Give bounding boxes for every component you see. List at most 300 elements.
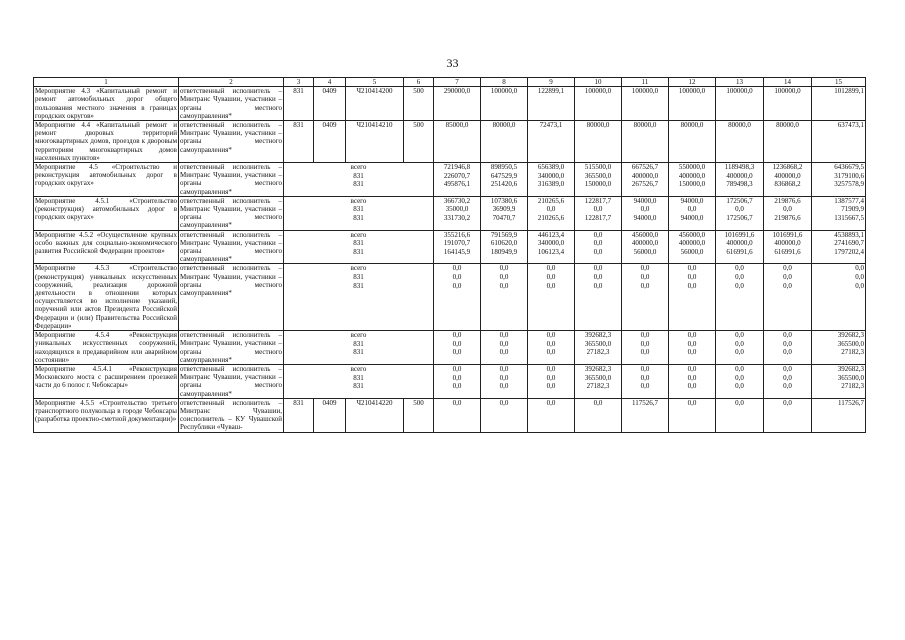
value-column-15 bbox=[812, 364, 866, 398]
total-value: всего bbox=[350, 163, 367, 172]
value-column-7 bbox=[434, 364, 481, 398]
total-value: 0,0 bbox=[452, 364, 462, 373]
line-value: 94000,0 bbox=[633, 214, 657, 223]
value-column-12 bbox=[669, 196, 716, 230]
total-value: 94000,0 bbox=[680, 196, 704, 205]
line-value: 1315667,5 bbox=[834, 214, 864, 223]
value-column-3 bbox=[284, 121, 314, 163]
line-value: 0,0 bbox=[735, 205, 744, 214]
total-value: 791569,9 bbox=[490, 230, 518, 239]
line-value: 0,0 bbox=[546, 205, 556, 214]
total-value: 210265,6 bbox=[537, 196, 565, 205]
value-column-14 bbox=[764, 87, 812, 121]
line-value: 219876,6 bbox=[774, 214, 801, 223]
line-value: 0,0 bbox=[499, 373, 509, 382]
line-value: 0,0 bbox=[735, 273, 744, 282]
value-column-9 bbox=[528, 264, 575, 331]
line-value: 100000,0 bbox=[584, 87, 612, 96]
total-value: 0,0 bbox=[593, 264, 603, 273]
line-value: 0,0 bbox=[546, 281, 556, 290]
value-column-11 bbox=[622, 331, 669, 365]
total-value: 0,0 bbox=[735, 364, 744, 373]
total-value: всего bbox=[350, 196, 367, 205]
executor-cell: ответственный исполнитель – Минтранс Чувашии, соисполнитель – КУ Чувашской Республики «Чуваш- bbox=[180, 398, 282, 432]
value-column-15 bbox=[812, 87, 866, 121]
line-value: 0,0 bbox=[735, 348, 744, 357]
value-column-15 bbox=[812, 331, 866, 365]
line-value: 0,0 bbox=[546, 348, 556, 357]
line-value: 150000,0 bbox=[678, 180, 706, 189]
value-column-10 bbox=[575, 331, 622, 365]
value-column-11 bbox=[622, 121, 669, 163]
value-column-5 bbox=[346, 87, 404, 121]
line-value: 0,0 bbox=[640, 382, 650, 391]
line-value: 1797202,4 bbox=[834, 247, 864, 256]
value-column-12 bbox=[669, 121, 716, 163]
table-body bbox=[34, 78, 866, 433]
value-column-7 bbox=[434, 331, 481, 365]
value-column-10 bbox=[575, 398, 622, 432]
value-column-7 bbox=[434, 196, 481, 230]
activity-name: Мероприятие 4.5 «Строительство и реконструкция автомобильных дорог в городских округах» bbox=[34, 163, 179, 197]
table-row bbox=[34, 364, 866, 398]
value-column-10 bbox=[575, 230, 622, 264]
column-number-7: 7 bbox=[434, 78, 481, 87]
line-value: 831 bbox=[293, 121, 304, 130]
table-row bbox=[34, 163, 866, 197]
line-value: 616991,6 bbox=[774, 247, 801, 256]
value-column-11 bbox=[622, 230, 669, 264]
line-value: 56000,0 bbox=[633, 247, 657, 256]
total-value: всего bbox=[350, 364, 367, 373]
line-value: 226070,7 bbox=[443, 171, 471, 180]
total-value: 366730,2 bbox=[443, 196, 471, 205]
value-column-10 bbox=[575, 264, 622, 331]
value-column-12 bbox=[669, 163, 716, 197]
line-value: 100000,0 bbox=[631, 87, 659, 96]
line-value: 290000,0 bbox=[443, 87, 471, 96]
line-value: 0,0 bbox=[687, 382, 697, 391]
line-value: 100000,0 bbox=[774, 87, 801, 96]
executor-cell: ответственный исполнитель – Минтранс Чувашии, участники – органы местного самоуправления* bbox=[180, 87, 282, 120]
value-column-13 bbox=[716, 331, 764, 365]
total-value: 0,0 bbox=[640, 264, 650, 273]
line-value: 365500,0 bbox=[584, 339, 612, 348]
line-value: 0,0 bbox=[452, 382, 462, 391]
column-number-13: 13 bbox=[716, 78, 764, 87]
total-value: 1236868,2 bbox=[772, 163, 803, 172]
value-column-5 bbox=[346, 398, 404, 432]
total-value: 0,0 bbox=[783, 364, 792, 373]
total-value: 550000,0 bbox=[678, 163, 706, 172]
activity-name: Мероприятие 4.5.4 «Реконструкция уникальных искусственных сооружений, находящихся в предаварийном или аварийном состоянии» bbox=[35, 331, 177, 364]
total-value: 0,0 bbox=[640, 331, 650, 340]
line-value: 789498,3 bbox=[726, 180, 753, 189]
value-column-9 bbox=[528, 87, 575, 121]
value-column-14 bbox=[764, 264, 812, 331]
line-value: 122817,7 bbox=[584, 214, 612, 223]
value-column-8 bbox=[481, 264, 528, 331]
line-value: 831 bbox=[353, 281, 364, 290]
total-value: 721946,8 bbox=[443, 163, 471, 172]
line-value: Ч210414210 bbox=[356, 121, 393, 130]
line-value: 251420,6 bbox=[490, 180, 518, 189]
total-value: 0,0 bbox=[735, 264, 744, 273]
value-column-9 bbox=[528, 230, 575, 264]
value-column-8 bbox=[481, 87, 528, 121]
value-column-8 bbox=[481, 364, 528, 398]
executor-cell: ответственный исполнитель – Минтранс Чувашии, участники – органы местного самоуправления* bbox=[180, 196, 282, 230]
line-value: 80000,0 bbox=[776, 121, 799, 130]
line-value: 831 bbox=[353, 214, 364, 223]
line-value: 191070,7 bbox=[443, 239, 471, 248]
total-value: 1016991,6 bbox=[724, 230, 755, 239]
line-value: 0,0 bbox=[735, 339, 744, 348]
line-value: 80000,0 bbox=[633, 121, 657, 130]
line-value: 831 bbox=[293, 87, 304, 96]
activity-name: Мероприятие 4.5.3 «Строительство (реконструкция) уникальных искусственных сооружений, реализация дорожной деятельности в отношении которых осуществляется во исполнение указаний, поручений или актов Президента Российской Федерации и (или) Правительства Российской Федерации» bbox=[35, 264, 177, 330]
value-column-12 bbox=[669, 331, 716, 365]
column-number-15: 15 bbox=[812, 78, 866, 87]
total-value: 0,0 bbox=[783, 331, 792, 340]
line-value: 0,0 bbox=[499, 273, 509, 282]
line-value: 365500,0 bbox=[584, 171, 612, 180]
line-value: 0,0 bbox=[783, 339, 792, 348]
line-value: 0,0 bbox=[499, 398, 509, 407]
value-column-8 bbox=[481, 331, 528, 365]
line-value: 365500,0 bbox=[837, 373, 864, 382]
table-row bbox=[34, 398, 866, 432]
value-column-14 bbox=[764, 196, 812, 230]
line-value: 400000,0 bbox=[678, 171, 706, 180]
line-value: 1012899,1 bbox=[834, 87, 864, 96]
line-value: 117526,7 bbox=[838, 398, 864, 407]
line-value: 831 bbox=[353, 180, 364, 189]
line-value: 831 bbox=[353, 348, 364, 357]
line-value: 85000,0 bbox=[445, 121, 469, 130]
line-value: 80000,0 bbox=[728, 121, 751, 130]
line-value: 27182,3 bbox=[841, 382, 864, 391]
executor-cell: ответственный исполнитель – Минтранс Чувашии, участники – органы местного самоуправления* bbox=[179, 264, 284, 331]
total-value: 6436679,5 bbox=[834, 163, 864, 172]
total-value: 0,0 bbox=[546, 331, 556, 340]
line-value: 637473,1 bbox=[837, 121, 864, 130]
value-column-6 bbox=[404, 87, 434, 121]
line-value: 0,0 bbox=[593, 398, 603, 407]
column-number-2: 2 bbox=[179, 78, 284, 87]
line-value: 27182,3 bbox=[586, 348, 610, 357]
line-value: 831 bbox=[353, 373, 364, 382]
value-column-3 bbox=[284, 87, 314, 121]
value-column-9 bbox=[528, 398, 575, 432]
value-column-9 bbox=[528, 364, 575, 398]
value-column-7 bbox=[434, 398, 481, 432]
total-value: 392682,3 bbox=[584, 364, 612, 373]
value-column-13 bbox=[716, 163, 764, 197]
activity-name: Мероприятие 4.5.2 «Осуществление крупных особо важных для социально-экономического развития Российской Федерации проектов» bbox=[34, 230, 179, 264]
line-value: 0,0 bbox=[687, 373, 697, 382]
table-row bbox=[34, 196, 866, 230]
line-value: 27182,3 bbox=[586, 382, 610, 391]
line-value: 0,0 bbox=[687, 348, 697, 357]
line-value: 0,0 bbox=[783, 382, 792, 391]
activity-name: Мероприятие 4.5.5 «Строительство третьего транспортного полукольца в городе Чебоксары (разработка проектно-сметной документации)» bbox=[34, 398, 179, 432]
column-number-14: 14 bbox=[764, 78, 812, 87]
line-value: 0,0 bbox=[593, 273, 603, 282]
value-column-13 bbox=[716, 398, 764, 432]
value-column-8 bbox=[481, 196, 528, 230]
line-value: 0,0 bbox=[735, 382, 744, 391]
table-row bbox=[34, 230, 866, 264]
value-column-4 bbox=[314, 398, 346, 432]
total-value: 0,0 bbox=[546, 264, 556, 273]
line-value: 0,0 bbox=[452, 273, 462, 282]
value-column-10 bbox=[575, 87, 622, 121]
executor-cell: ответственный исполнитель – Минтранс Чувашии, участники – органы местного самоуправления* bbox=[180, 230, 282, 264]
value-column-13 bbox=[716, 230, 764, 264]
column-number-row bbox=[34, 78, 866, 87]
total-value: всего bbox=[350, 230, 367, 239]
value-column-9 bbox=[528, 331, 575, 365]
value-column-15 bbox=[812, 398, 866, 432]
value-column-7 bbox=[434, 87, 481, 121]
line-value: 71909,9 bbox=[841, 205, 864, 214]
line-value: 0,0 bbox=[452, 339, 462, 348]
total-value: 446123,4 bbox=[537, 230, 565, 239]
value-column-8 bbox=[481, 163, 528, 197]
line-value: 0,0 bbox=[452, 281, 462, 290]
line-value: 27182,3 bbox=[841, 348, 864, 357]
line-value: 164145,9 bbox=[443, 247, 471, 256]
line-value: 180949,9 bbox=[490, 247, 518, 256]
line-value: 0,0 bbox=[593, 239, 603, 248]
line-value: 831 bbox=[353, 171, 364, 180]
total-value: 0,0 bbox=[499, 331, 509, 340]
total-value: 0,0 bbox=[499, 264, 509, 273]
line-value: 80000,0 bbox=[492, 121, 516, 130]
value-column-11 bbox=[622, 87, 669, 121]
line-value: 400000,0 bbox=[631, 239, 659, 248]
line-value: 94000,0 bbox=[680, 214, 704, 223]
total-value: 0,0 bbox=[783, 264, 792, 273]
line-value: 316389,0 bbox=[537, 180, 565, 189]
value-column-4 bbox=[314, 87, 346, 121]
total-value: 0,0 bbox=[452, 264, 462, 273]
value-column-3 bbox=[284, 264, 434, 331]
total-value: 355216,6 bbox=[443, 230, 471, 239]
value-column-14 bbox=[764, 163, 812, 197]
line-value: 0,0 bbox=[687, 398, 697, 407]
line-value: Ч210414200 bbox=[356, 87, 393, 96]
value-column-3 bbox=[284, 331, 434, 365]
line-value: 117526,7 bbox=[632, 398, 658, 407]
line-value: 647529,9 bbox=[490, 171, 518, 180]
value-column-13 bbox=[716, 264, 764, 331]
total-value: 0,0 bbox=[452, 331, 462, 340]
line-value: 831 bbox=[293, 398, 304, 407]
line-value: 100000,0 bbox=[490, 87, 518, 96]
column-number-11: 11 bbox=[622, 78, 669, 87]
value-column-7 bbox=[434, 264, 481, 331]
line-value: 0,0 bbox=[783, 398, 792, 407]
line-value: 0,0 bbox=[593, 247, 603, 256]
table-row bbox=[34, 121, 866, 163]
value-column-7 bbox=[434, 163, 481, 197]
line-value: 100000,0 bbox=[678, 87, 706, 96]
line-value: 500 bbox=[413, 121, 424, 130]
line-value: 267526,7 bbox=[631, 180, 659, 189]
activity-name: Мероприятие 4.4 «Капитальный ремонт и ремонт дворовых территорий многоквартирных домов, проездов к дворовым территориям многоквартирных домов населенных пунктов» bbox=[35, 121, 177, 162]
line-value: 365500,0 bbox=[584, 373, 612, 382]
value-column-15 bbox=[812, 163, 866, 197]
line-value: 0,0 bbox=[546, 339, 556, 348]
value-column-13 bbox=[716, 364, 764, 398]
value-column-15 bbox=[812, 121, 866, 163]
line-value: 400000,0 bbox=[774, 239, 801, 248]
line-value: 0,0 bbox=[593, 281, 603, 290]
column-number-8: 8 bbox=[481, 78, 528, 87]
line-value: 56000,0 bbox=[680, 247, 704, 256]
executor-cell: ответственный исполнитель – Минтранс Чувашии, участники – органы местного самоуправления* bbox=[179, 121, 284, 163]
value-column-8 bbox=[481, 230, 528, 264]
line-value: 836868,2 bbox=[774, 180, 801, 189]
line-value: 70470,7 bbox=[492, 214, 516, 223]
line-value: 0,0 bbox=[640, 373, 650, 382]
value-column-12 bbox=[669, 264, 716, 331]
value-column-14 bbox=[764, 364, 812, 398]
column-number-10: 10 bbox=[575, 78, 622, 87]
value-column-15 bbox=[812, 264, 866, 331]
line-value: 0,0 bbox=[783, 273, 792, 282]
line-value: 0,0 bbox=[640, 281, 650, 290]
total-value: 172506,7 bbox=[726, 196, 753, 205]
line-value: 0,0 bbox=[855, 273, 864, 282]
line-value: 0,0 bbox=[735, 373, 744, 382]
total-value: всего bbox=[350, 264, 367, 273]
line-value: 0,0 bbox=[452, 398, 462, 407]
line-value: 0,0 bbox=[687, 205, 697, 214]
value-column-13 bbox=[716, 121, 764, 163]
line-value: 3257578,9 bbox=[834, 180, 864, 189]
value-column-9 bbox=[528, 121, 575, 163]
total-value: 1189498,3 bbox=[724, 163, 755, 172]
value-column-11 bbox=[622, 196, 669, 230]
total-value: 667526,7 bbox=[631, 163, 659, 172]
column-number-12: 12 bbox=[669, 78, 716, 87]
total-value: 898950,5 bbox=[490, 163, 518, 172]
value-column-3 bbox=[284, 196, 434, 230]
line-value: 0,0 bbox=[735, 281, 744, 290]
line-value: 0,0 bbox=[640, 339, 650, 348]
total-value: 0,0 bbox=[546, 364, 556, 373]
column-number-1: 1 bbox=[34, 78, 179, 87]
line-value: 0,0 bbox=[783, 373, 792, 382]
value-column-11 bbox=[622, 364, 669, 398]
line-value: 36909,9 bbox=[492, 205, 516, 214]
activity-name: Мероприятие 4.5.1 «Строительство (реконструкция) автомобильных дорог в городских округах» bbox=[34, 196, 179, 230]
line-value: 0,0 bbox=[687, 281, 697, 290]
line-value: 400000,0 bbox=[774, 171, 801, 180]
line-value: 500 bbox=[413, 398, 424, 407]
value-column-6 bbox=[404, 121, 434, 163]
line-value: 100000,0 bbox=[726, 87, 753, 96]
line-value: 616991,6 bbox=[726, 247, 753, 256]
executor-cell: ответственный исполнитель – Минтранс Чувашии, участники – органы местного самоуправления* bbox=[180, 331, 282, 364]
value-column-9 bbox=[528, 163, 575, 197]
column-number-6: 6 bbox=[404, 78, 434, 87]
value-column-15 bbox=[812, 230, 866, 264]
line-value: 331730,2 bbox=[443, 214, 471, 223]
total-value: 4538893,1 bbox=[834, 230, 864, 239]
value-column-5 bbox=[346, 121, 404, 163]
line-value: 0409 bbox=[322, 398, 337, 407]
line-value: 106123,4 bbox=[537, 247, 565, 256]
line-value: 80000,0 bbox=[680, 121, 704, 130]
page-number: 33 bbox=[446, 56, 459, 70]
line-value: 0,0 bbox=[783, 281, 792, 290]
value-column-14 bbox=[764, 230, 812, 264]
line-value: 0,0 bbox=[546, 398, 556, 407]
line-value: 0,0 bbox=[687, 339, 697, 348]
line-value: 831 bbox=[353, 382, 364, 391]
total-value: 0,0 bbox=[855, 264, 864, 273]
total-value: 392682,3 bbox=[837, 364, 864, 373]
table-row bbox=[34, 87, 866, 121]
total-value: 219876,6 bbox=[774, 196, 801, 205]
total-value: 122817,7 bbox=[584, 196, 612, 205]
line-value: 365500,0 bbox=[837, 339, 864, 348]
line-value: 0,0 bbox=[452, 373, 462, 382]
activity-name: Мероприятие 4.5.4.1 «Реконструкция Московского моста с расширением проезжей части до 6 полос г. Чебоксары» bbox=[34, 364, 179, 398]
value-column-11 bbox=[622, 264, 669, 331]
line-value: 400000,0 bbox=[631, 171, 659, 180]
line-value: 0,0 bbox=[783, 348, 792, 357]
value-column-4 bbox=[314, 121, 346, 163]
table-row bbox=[34, 331, 866, 365]
total-value: 456000,0 bbox=[678, 230, 706, 239]
total-value: 94000,0 bbox=[633, 196, 657, 205]
line-value: 172506,7 bbox=[726, 214, 753, 223]
line-value: 72473,1 bbox=[539, 121, 563, 130]
value-column-13 bbox=[716, 196, 764, 230]
value-column-8 bbox=[481, 398, 528, 432]
line-value: 0,0 bbox=[499, 382, 509, 391]
line-value: 0,0 bbox=[640, 205, 650, 214]
value-column-3 bbox=[284, 230, 434, 264]
line-value: 0,0 bbox=[687, 273, 697, 282]
value-column-12 bbox=[669, 364, 716, 398]
line-value: 80000,0 bbox=[586, 121, 610, 130]
line-value: 831 bbox=[353, 247, 364, 256]
line-value: 0,0 bbox=[546, 382, 556, 391]
line-value: 0,0 bbox=[640, 348, 650, 357]
line-value: 831 bbox=[353, 239, 364, 248]
line-value: 0,0 bbox=[855, 281, 864, 290]
line-value: 0,0 bbox=[783, 205, 792, 214]
line-value: 0,0 bbox=[499, 281, 509, 290]
total-value: 0,0 bbox=[687, 331, 697, 340]
value-column-14 bbox=[764, 331, 812, 365]
value-column-7 bbox=[434, 121, 481, 163]
line-value: 831 bbox=[353, 339, 364, 348]
line-value: 210265,6 bbox=[537, 214, 565, 223]
line-value: 610620,0 bbox=[490, 239, 518, 248]
total-value: 456000,0 bbox=[631, 230, 659, 239]
executor-cell: ответственный исполнитель – Минтранс Чувашии, участники – органы местного самоуправления* bbox=[180, 163, 282, 196]
line-value: Ч210414220 bbox=[356, 398, 393, 407]
line-value: 340000,0 bbox=[537, 239, 565, 248]
value-column-11 bbox=[622, 163, 669, 197]
